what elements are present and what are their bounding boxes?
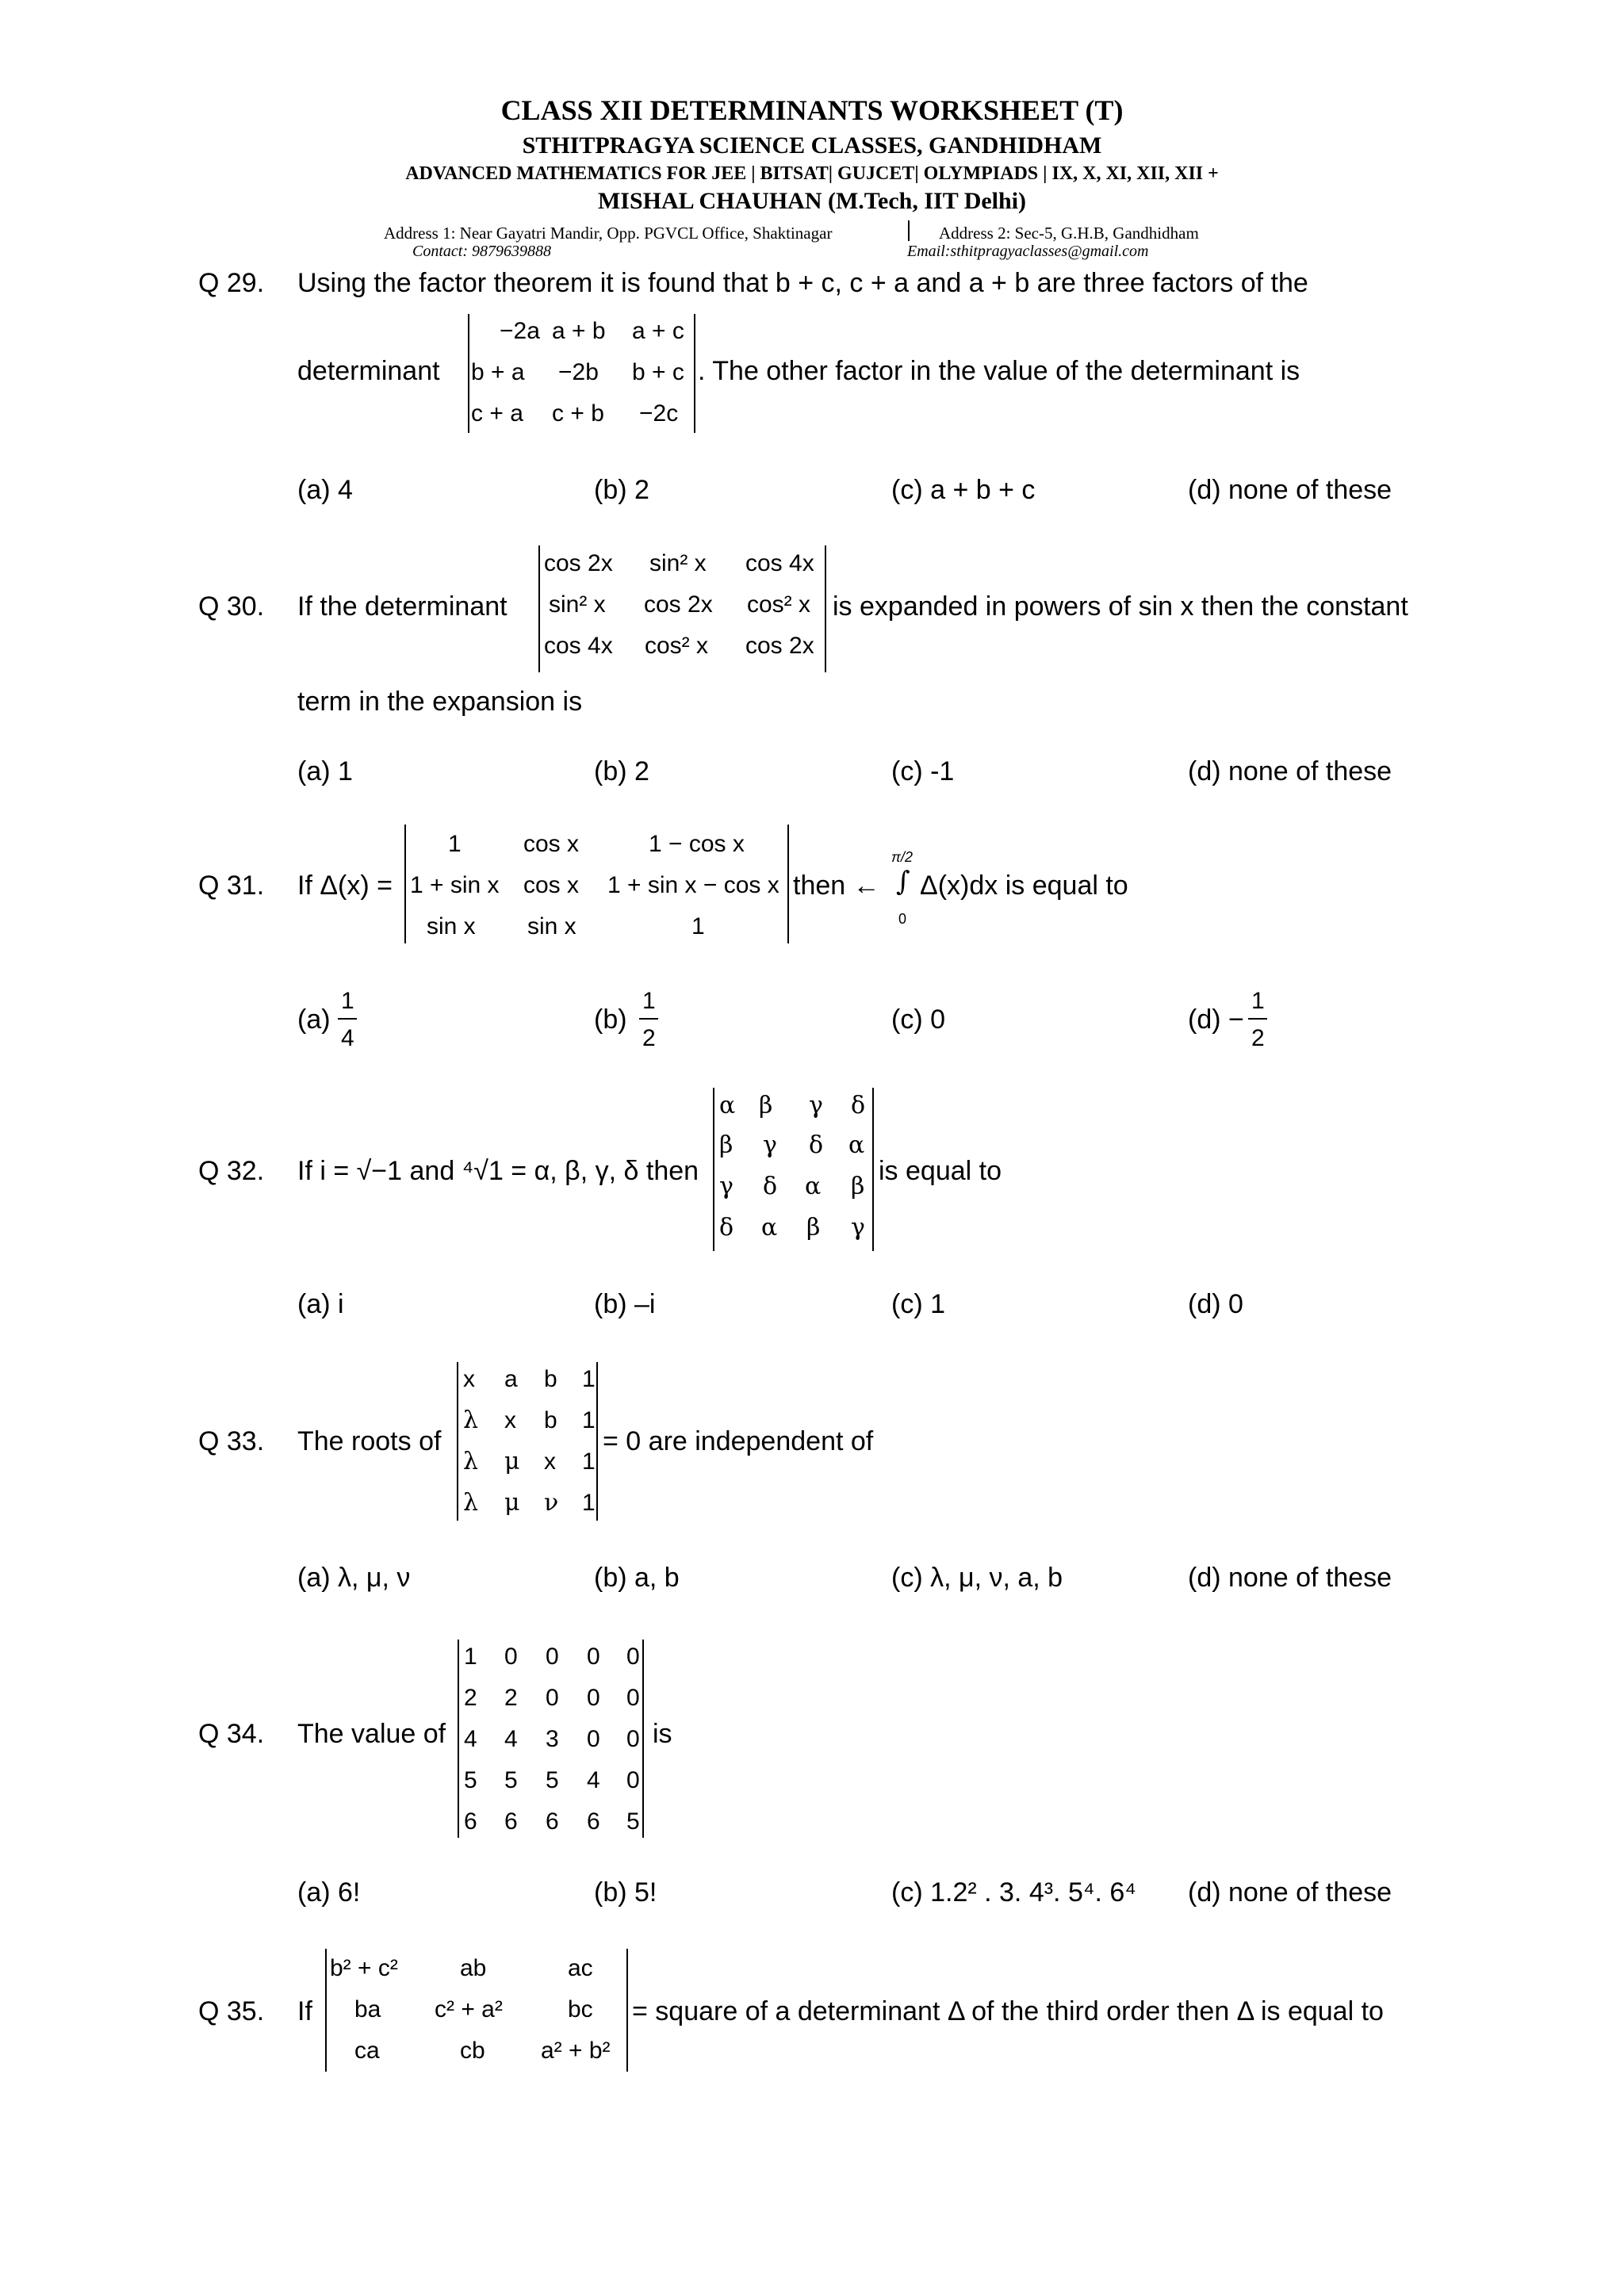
question-number: Q 29. [198,268,265,298]
matrix-cell: sin x [427,913,476,939]
matrix-cell: β [759,1092,773,1119]
question-prefix: The value of [297,1719,446,1749]
option-d: (d) − [1188,1004,1244,1035]
matrix-cell: 5 [626,1808,640,1835]
matrix-cell: a² + b² [541,2038,611,2064]
email-address: Email:sthitpragyaclasses@gmail.com [907,243,1149,260]
matrix-cell: α [805,1173,822,1200]
matrix-cell: γ [809,1092,823,1119]
matrix-left-bar [325,1949,327,2072]
matrix-cell: b + c [632,359,684,385]
question-number: Q 33. [198,1426,265,1456]
matrix-cell: 1 [582,1407,596,1433]
option-d: (d) none of these [1188,475,1392,505]
matrix-cell: 0 [546,1644,559,1670]
matrix-left-bar [713,1088,714,1251]
matrix-cell: 3 [546,1726,559,1752]
matrix-cell: μ [504,1489,520,1517]
option-b: (b) 2 [594,475,649,505]
matrix-cell: γ [719,1173,733,1200]
option-a: (a) [297,1004,331,1035]
matrix-cell: −2a [500,318,540,344]
matrix-cell: 0 [626,1726,640,1752]
question-prefix: The roots of [297,1426,442,1456]
matrix-cell: 0 [546,1685,559,1711]
matrix-cell: a + c [632,318,684,344]
address-2: Address 2: Sec-5, G.H.B, Gandhidham [939,224,1199,243]
matrix-cell: α [719,1092,736,1119]
option-b: (b) –i [594,1289,656,1319]
question-suffix: = square of a determinant Δ of the third order then Δ is equal to [632,1996,1384,2026]
fraction-bar [1248,1018,1267,1020]
question-suffix: is expanded in powers of sin x then the constant [833,591,1408,622]
matrix-cell: 0 [626,1685,640,1711]
matrix-cell: 6 [504,1808,518,1835]
matrix-cell: β [806,1214,821,1242]
integral-icon: ∫ [896,866,910,897]
matrix-cell: c + a [471,400,523,427]
question-prefix: If [297,1996,312,2026]
matrix-cell: −2b [558,359,599,385]
matrix-cell: a [504,1366,518,1392]
matrix-cell: β [719,1131,733,1159]
option-d: (d) none of these [1188,756,1392,786]
matrix-left-bar [458,1640,459,1838]
matrix-cell: λ [463,1489,479,1517]
matrix-cell: 0 [626,1767,640,1793]
matrix-cell: 4 [587,1767,600,1793]
matrix-cell: cos 4x [745,550,814,576]
matrix-cell: 1 + sin x [410,872,500,898]
matrix-cell: sin² x [549,591,606,618]
option-c: (c) a + b + c [891,475,1036,505]
question-continuation: term in the expansion is [297,687,583,717]
matrix-cell: δ [851,1092,866,1119]
question-number: Q 31. [198,871,265,901]
matrix-left-bar [468,314,469,433]
matrix-cell: 4 [504,1726,518,1752]
matrix-cell: ca [354,2038,380,2064]
option-a: (a) 6! [297,1877,361,1908]
matrix-cell: 4 [464,1726,477,1752]
matrix-right-bar [596,1362,598,1521]
integral-upper-limit: π/2 [891,849,914,865]
question-number: Q 35. [198,1996,265,2026]
question-then: then ← [793,871,880,901]
matrix-cell: 1 − cos x [649,831,745,857]
option-a: (a) i [297,1289,344,1319]
matrix-cell: δ [809,1131,824,1159]
option-c: (c) 1 [891,1289,945,1319]
matrix-cell: 0 [587,1644,600,1670]
matrix-left-bar [457,1362,458,1521]
question-number: Q 34. [198,1719,265,1749]
matrix-cell: γ [763,1131,777,1159]
option-b: (b) 5! [594,1877,657,1908]
option-a: (a) 1 [297,756,353,786]
matrix-cell: β [851,1173,865,1200]
matrix-cell: −2c [639,400,679,427]
matrix-cell: 5 [546,1767,559,1793]
fraction-denominator: 2 [1251,1025,1265,1051]
matrix-cell: cos 2x [745,633,814,659]
worksheet-title: CLASS XII DETERMINANTS WORKSHEET (T) [500,94,1124,126]
matrix-cell: 1 [464,1644,477,1670]
question-prefix: If Δ(x) = [297,871,393,901]
course-subtitle: ADVANCED MATHEMATICS FOR JEE | BITSAT| GUJCET| OLYMPIADS | IX, X, XI, XII, XII + [405,163,1219,184]
question-number: Q 32. [198,1156,265,1186]
matrix-cell: 2 [504,1685,518,1711]
question-number: Q 30. [198,591,265,622]
teacher-name: MISHAL CHAUHAN (M.Tech, IIT Delhi) [597,188,1027,214]
matrix-cell: b + a [471,359,525,385]
option-b: (b) [594,1004,627,1035]
contact-number: Contact: 9879639888 [412,243,551,260]
question-prefix: If i = √−1 and ⁴√1 = α, β, γ, δ then [297,1156,699,1186]
matrix-cell: bc [568,1996,593,2022]
matrix-cell: ab [460,1955,487,1981]
matrix-right-bar [872,1088,874,1251]
question-suffix: is [653,1719,672,1749]
matrix-right-bar [825,545,826,672]
matrix-cell: 6 [546,1808,559,1835]
matrix-cell: cb [460,2038,485,2064]
integrand: Δ(x)dx is equal to [920,871,1128,901]
matrix-cell: α [848,1131,865,1159]
institute-name: STHITPRAGYA SCIENCE CLASSES, GANDHIDHAM [522,132,1102,159]
matrix-cell: sin x [527,913,576,939]
matrix-cell: b [544,1366,557,1392]
matrix-cell: 0 [626,1644,640,1670]
matrix-cell: 1 [582,1448,596,1475]
question-prefix: If the determinant [297,591,508,622]
option-a: (a) 4 [297,475,353,505]
option-b: (b) a, b [594,1563,680,1593]
matrix-cell: 6 [587,1808,600,1835]
matrix-cell: c² + a² [435,1996,503,2022]
question-suffix: is equal to [879,1156,1002,1186]
matrix-cell: c + b [552,400,604,427]
option-d: (d) none of these [1188,1563,1392,1593]
integral-lower-limit: 0 [898,911,907,927]
option-d: (d) none of these [1188,1877,1392,1908]
matrix-cell: x [504,1407,516,1433]
matrix-cell: δ [763,1173,778,1200]
matrix-cell: sin² x [649,550,707,576]
option-b: (b) 2 [594,756,649,786]
matrix-cell: cos x [523,872,580,898]
matrix-right-bar [787,825,789,943]
fraction-bar [639,1018,658,1020]
fraction-numerator: 1 [1251,988,1265,1014]
matrix-cell: x [463,1366,475,1392]
matrix-right-bar [642,1640,644,1838]
matrix-right-bar [694,314,695,433]
matrix-cell: μ [504,1448,520,1475]
matrix-cell: cos 2x [544,550,613,576]
matrix-cell: b [544,1407,557,1433]
matrix-cell: a + b [552,318,606,344]
matrix-right-bar [626,1949,628,2072]
matrix-cell: 6 [464,1808,477,1835]
fraction-numerator: 1 [642,988,656,1014]
matrix-cell: λ [463,1406,479,1434]
matrix-cell: cos x [523,831,580,857]
matrix-cell: cos² x [645,633,709,659]
matrix-cell: cos² x [747,591,811,618]
matrix-cell: 1 [448,831,462,857]
question-text: Using the factor theorem it is found that b + c, c + a and a + b are three factors of the [297,268,1308,298]
matrix-cell: 0 [587,1685,600,1711]
matrix-cell: ac [568,1955,593,1981]
question-prefix: determinant [297,356,440,386]
address-divider [908,220,910,241]
matrix-cell: 1 [582,1366,596,1392]
matrix-cell: 1 [582,1490,596,1516]
matrix-cell: 2 [464,1685,477,1711]
matrix-cell: δ [719,1214,734,1242]
option-c: (c) 1.2² . 3. 4³. 5⁴. 6⁴ [891,1877,1136,1908]
matrix-cell: λ [463,1448,479,1475]
matrix-cell: 5 [464,1767,477,1793]
matrix-cell: cos 2x [644,591,713,618]
matrix-cell: b² + c² [330,1955,398,1981]
matrix-left-bar [538,545,540,672]
fraction-denominator: 2 [642,1025,656,1051]
matrix-cell: ba [354,1996,381,2022]
address-1: Address 1: Near Gayatri Mandir, Opp. PGVCL Office, Shaktinagar [384,224,833,243]
fraction-denominator: 4 [341,1025,354,1051]
option-a: (a) λ, μ, ν [297,1563,411,1593]
question-suffix: . The other factor in the value of the determinant is [698,356,1300,386]
matrix-cell: cos 4x [544,633,613,659]
fraction-numerator: 1 [341,988,354,1014]
option-c: (c) λ, μ, ν, a, b [891,1563,1063,1593]
matrix-cell: ν [544,1489,559,1517]
matrix-cell: 5 [504,1767,518,1793]
option-c: (c) 0 [891,1004,945,1035]
fraction-bar [338,1018,357,1020]
matrix-cell: 1 + sin x − cos x [607,872,779,898]
option-d: (d) 0 [1188,1289,1243,1319]
matrix-cell: γ [851,1214,865,1242]
matrix-cell: 1 [691,913,705,939]
option-c: (c) -1 [891,756,955,786]
matrix-cell: 0 [504,1644,518,1670]
matrix-left-bar [404,825,406,943]
question-suffix: = 0 are independent of [603,1426,874,1456]
matrix-cell: 0 [587,1726,600,1752]
matrix-cell: x [544,1448,556,1475]
matrix-cell: α [761,1214,778,1242]
